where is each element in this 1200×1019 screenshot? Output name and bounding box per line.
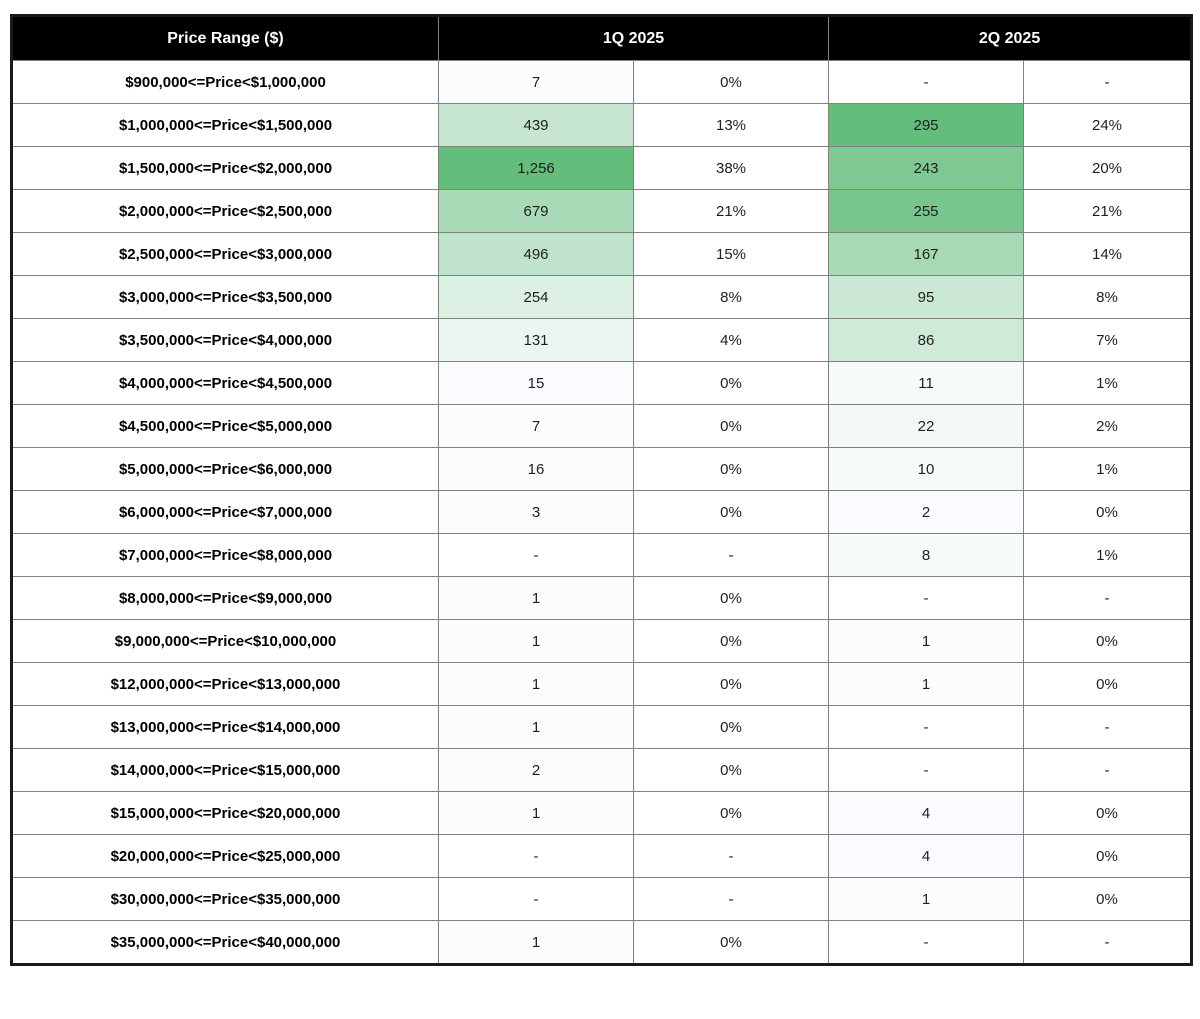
price-range-cell[interactable]: $35,000,000<=Price<$40,000,000 [12,921,439,965]
q1-count-cell[interactable]: 1 [439,577,634,620]
q1-count-cell[interactable]: - [439,878,634,921]
q2-percent-cell[interactable]: 24% [1024,104,1192,147]
table-row [12,448,1192,491]
q1-count-cell[interactable]: 1,256 [439,147,634,190]
q1-percent-cell[interactable]: 0% [634,620,829,663]
header-q1-2025[interactable]: 1Q 2025 [439,16,829,61]
price-range-cell[interactable]: $1,000,000<=Price<$1,500,000 [12,104,439,147]
q1-count-cell[interactable]: 1 [439,706,634,749]
q2-count-cell[interactable]: - [829,749,1024,792]
price-range-cell[interactable]: $14,000,000<=Price<$15,000,000 [12,749,439,792]
table-row [12,405,1192,448]
header-row [12,16,1192,61]
q1-percent-cell[interactable]: 0% [634,61,829,104]
q1-count-cell[interactable]: 496 [439,233,634,276]
price-range-cell[interactable]: $4,500,000<=Price<$5,000,000 [12,405,439,448]
price-range-cell[interactable]: $2,000,000<=Price<$2,500,000 [12,190,439,233]
table-row [12,706,1192,749]
q2-count-cell[interactable]: 11 [829,362,1024,405]
q2-percent-cell[interactable]: 0% [1024,620,1192,663]
q2-count-cell[interactable]: 295 [829,104,1024,147]
q1-percent-cell[interactable]: - [634,878,829,921]
price-range-cell[interactable]: $15,000,000<=Price<$20,000,000 [12,792,439,835]
q1-count-cell[interactable]: - [439,534,634,577]
q1-percent-cell[interactable]: 0% [634,448,829,491]
q1-percent-cell[interactable]: - [634,534,829,577]
table-row [12,319,1192,362]
price-range-cell[interactable]: $9,000,000<=Price<$10,000,000 [12,620,439,663]
q2-percent-cell[interactable]: - [1024,61,1192,104]
price-range-cell[interactable]: $900,000<=Price<$1,000,000 [12,61,439,104]
table-row [12,749,1192,792]
q2-percent-cell[interactable]: 21% [1024,190,1192,233]
q1-count-cell[interactable]: - [439,835,634,878]
q2-count-cell[interactable]: 243 [829,147,1024,190]
q1-percent-cell[interactable]: 0% [634,792,829,835]
q1-count-cell[interactable]: 16 [439,448,634,491]
price-range-cell[interactable]: $20,000,000<=Price<$25,000,000 [12,835,439,878]
q2-percent-cell[interactable]: 0% [1024,878,1192,921]
q1-count-cell[interactable]: 1 [439,792,634,835]
q2-count-cell[interactable]: 4 [829,835,1024,878]
q1-percent-cell[interactable]: 8% [634,276,829,319]
q2-count-cell[interactable]: - [829,577,1024,620]
table-row [12,663,1192,706]
table-row [12,620,1192,663]
q2-count-cell[interactable]: - [829,61,1024,104]
q1-percent-cell[interactable]: 0% [634,663,829,706]
q1-count-cell[interactable]: 254 [439,276,634,319]
q1-percent-cell[interactable]: 0% [634,749,829,792]
table-body [12,61,1192,965]
table-header [12,16,1192,61]
q2-percent-cell[interactable]: 20% [1024,147,1192,190]
q2-percent-cell[interactable]: 7% [1024,319,1192,362]
price-range-cell[interactable]: $2,500,000<=Price<$3,000,000 [12,233,439,276]
price-range-cell[interactable]: $13,000,000<=Price<$14,000,000 [12,706,439,749]
price-range-cell[interactable]: $7,000,000<=Price<$8,000,000 [12,534,439,577]
q2-percent-cell[interactable]: - [1024,921,1192,965]
q2-count-cell[interactable]: 86 [829,319,1024,362]
price-range-cell[interactable]: $3,500,000<=Price<$4,000,000 [12,319,439,362]
q2-count-cell[interactable]: 2 [829,491,1024,534]
price-range-cell[interactable]: $3,000,000<=Price<$3,500,000 [12,276,439,319]
table-row [12,276,1192,319]
table-row [12,190,1192,233]
q2-count-cell[interactable]: 1 [829,620,1024,663]
q1-percent-cell[interactable]: 38% [634,147,829,190]
table-row [12,921,1192,965]
q2-percent-cell[interactable]: - [1024,749,1192,792]
q2-count-cell[interactable]: 167 [829,233,1024,276]
price-distribution-sheet [10,14,1193,966]
q1-percent-cell[interactable]: - [634,835,829,878]
q2-percent-cell[interactable]: 0% [1024,835,1192,878]
price-range-cell[interactable]: $8,000,000<=Price<$9,000,000 [12,577,439,620]
q1-percent-cell[interactable]: 0% [634,405,829,448]
table-row [12,835,1192,878]
q2-count-cell[interactable]: - [829,706,1024,749]
q1-percent-cell[interactable]: 0% [634,491,829,534]
q1-count-cell[interactable]: 131 [439,319,634,362]
table-row [12,577,1192,620]
q2-percent-cell[interactable]: 1% [1024,448,1192,491]
q2-percent-cell[interactable]: - [1024,706,1192,749]
q2-count-cell[interactable]: 1 [829,663,1024,706]
q2-percent-cell[interactable]: 14% [1024,233,1192,276]
q2-percent-cell[interactable]: 1% [1024,362,1192,405]
q2-percent-cell[interactable]: 0% [1024,491,1192,534]
q2-percent-cell[interactable]: 1% [1024,534,1192,577]
q2-percent-cell[interactable]: 8% [1024,276,1192,319]
price-range-cell[interactable]: $1,500,000<=Price<$2,000,000 [12,147,439,190]
q1-percent-cell[interactable]: 0% [634,706,829,749]
q1-percent-cell[interactable]: 0% [634,921,829,965]
q2-percent-cell[interactable]: 0% [1024,663,1192,706]
q1-count-cell[interactable]: 2 [439,749,634,792]
q1-count-cell[interactable]: 1 [439,663,634,706]
q1-count-cell[interactable]: 15 [439,362,634,405]
table-row [12,362,1192,405]
price-range-cell[interactable]: $4,000,000<=Price<$4,500,000 [12,362,439,405]
price-range-cell[interactable]: $6,000,000<=Price<$7,000,000 [12,491,439,534]
q1-count-cell[interactable]: 439 [439,104,634,147]
table-row [12,534,1192,577]
q1-count-cell[interactable]: 3 [439,491,634,534]
table-row [12,878,1192,921]
q2-count-cell[interactable]: 95 [829,276,1024,319]
q2-count-cell[interactable]: 22 [829,405,1024,448]
q2-count-cell[interactable]: 8 [829,534,1024,577]
q2-percent-cell[interactable]: 2% [1024,405,1192,448]
q1-percent-cell[interactable]: 0% [634,362,829,405]
q2-count-cell[interactable]: 4 [829,792,1024,835]
table-row [12,147,1192,190]
q2-count-cell[interactable]: - [829,921,1024,965]
price-range-cell[interactable]: $12,000,000<=Price<$13,000,000 [12,663,439,706]
q1-count-cell[interactable]: 679 [439,190,634,233]
q1-percent-cell[interactable]: 4% [634,319,829,362]
table-row [12,491,1192,534]
price-range-cell[interactable]: $30,000,000<=Price<$35,000,000 [12,878,439,921]
q1-count-cell[interactable]: 7 [439,405,634,448]
price-range-cell[interactable]: $5,000,000<=Price<$6,000,000 [12,448,439,491]
q2-count-cell[interactable]: 255 [829,190,1024,233]
q1-count-cell[interactable]: 1 [439,620,634,663]
header-q2-2025[interactable]: 2Q 2025 [829,16,1192,61]
q2-percent-cell[interactable]: 0% [1024,792,1192,835]
table-row [12,792,1192,835]
price-distribution-table [10,14,1193,966]
table-row [12,104,1192,147]
q2-count-cell[interactable]: 10 [829,448,1024,491]
q1-count-cell[interactable]: 1 [439,921,634,965]
q1-percent-cell[interactable]: 13% [634,104,829,147]
table-row [12,61,1192,104]
q2-percent-cell[interactable]: - [1024,577,1192,620]
q1-count-cell[interactable]: 7 [439,61,634,104]
q2-count-cell[interactable]: 1 [829,878,1024,921]
q1-percent-cell[interactable]: 15% [634,233,829,276]
header-price-range[interactable]: Price Range ($) [12,16,439,61]
table-row [12,233,1192,276]
q1-percent-cell[interactable]: 21% [634,190,829,233]
q1-percent-cell[interactable]: 0% [634,577,829,620]
